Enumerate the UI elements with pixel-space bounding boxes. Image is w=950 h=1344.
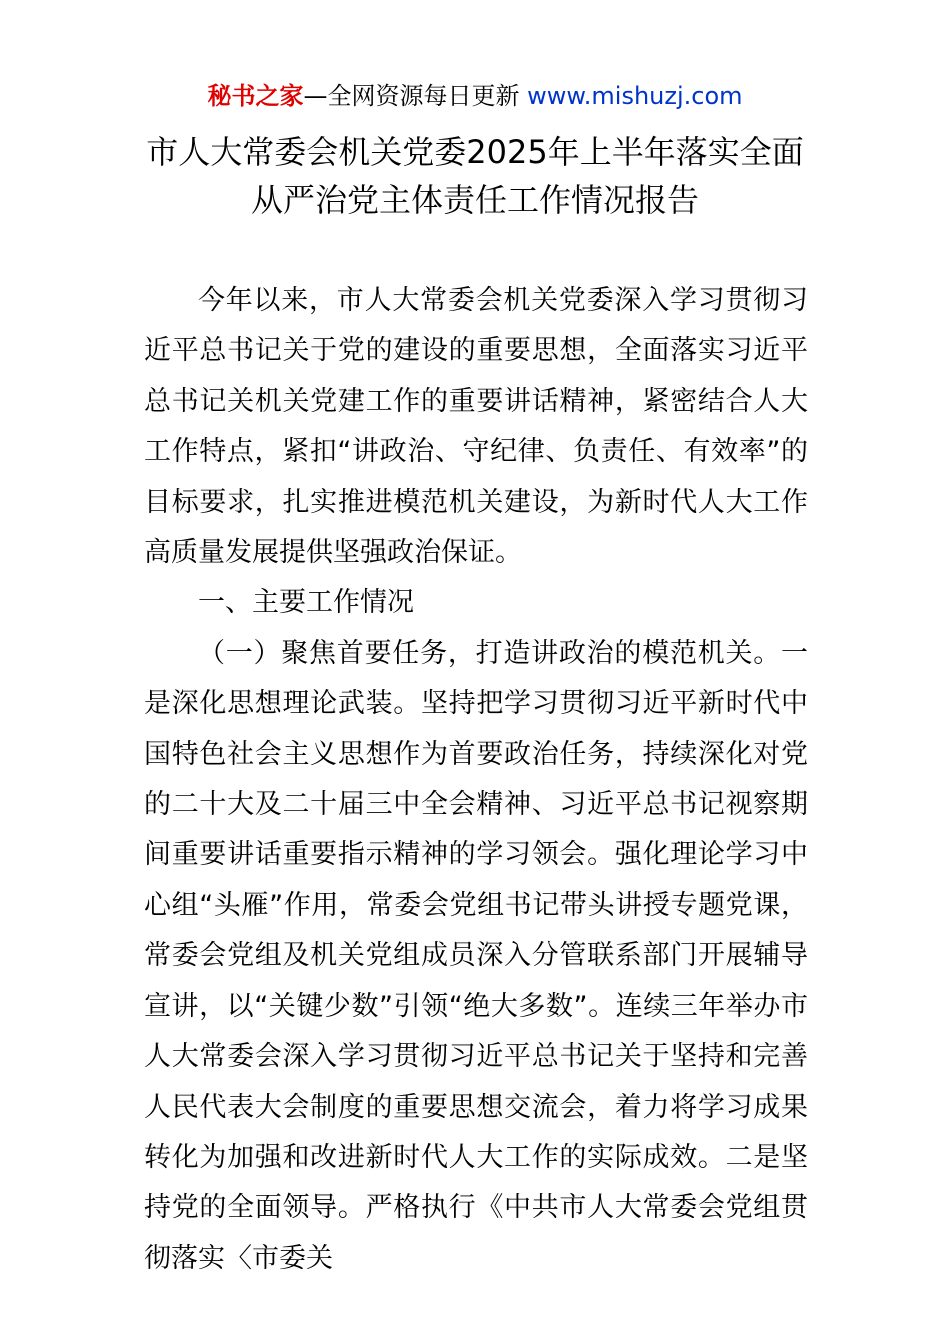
- brand-name: 秘书之家: [207, 82, 304, 110]
- header-banner: [0, 80, 950, 112]
- title-line-1: 市人大常委会机关党委2025年上半年落实全面: [146, 133, 804, 171]
- section-heading: 一、主要工作情况: [198, 587, 414, 619]
- website-link[interactable]: www.mishuzj.com: [527, 82, 743, 110]
- banner-slogan: —全网资源每日更新: [303, 82, 528, 110]
- body-paragraph: （一）聚焦首要任务，打造讲政治的模范机关。一是深化思想理论武装。坚持把学习贯彻习近平新时代中国特色社会主义思想作为首要政治任务，持续深化对党的二十大及二十届三中全会精神、习近平总书记视察期间重要讲话重要指示精神的学习领会。强化理论学习中心组“头雁”作用，常委会党组书记带头讲授专题党课，常委会党组及机关党组成员深入分管联系部门开展辅导宣讲，以“关键少数”引领“绝大多数”。连续三年举办市人大常委会深入学习贯彻习近平总书记关于坚持和完善人民代表大会制度的重要思想交流会，着力将学习成果转化为加强和改进新时代人大工作的实际成效。二是坚持党的全面领导。严格执行《中共市人大常委会党组贯彻落实〈市委关: [144, 637, 808, 1274]
- title-line-2: 从严治党主体责任工作情况报告: [250, 181, 699, 219]
- document-body: [144, 276, 808, 1284]
- intro-paragraph: 今年以来，市人大常委会机关党委深入学习贯彻习近平总书记关于党的建设的重要思想，全面落实习近平总书记关机关党建工作的重要讲话精神，紧密结合人大工作特点，紧扣“讲政治、守纪律、负责任、有效率”的目标要求，扎实推进模范机关建设，为新时代人大工作高质量发展提供坚强政治保证。: [144, 285, 808, 569]
- document-title: [100, 128, 850, 224]
